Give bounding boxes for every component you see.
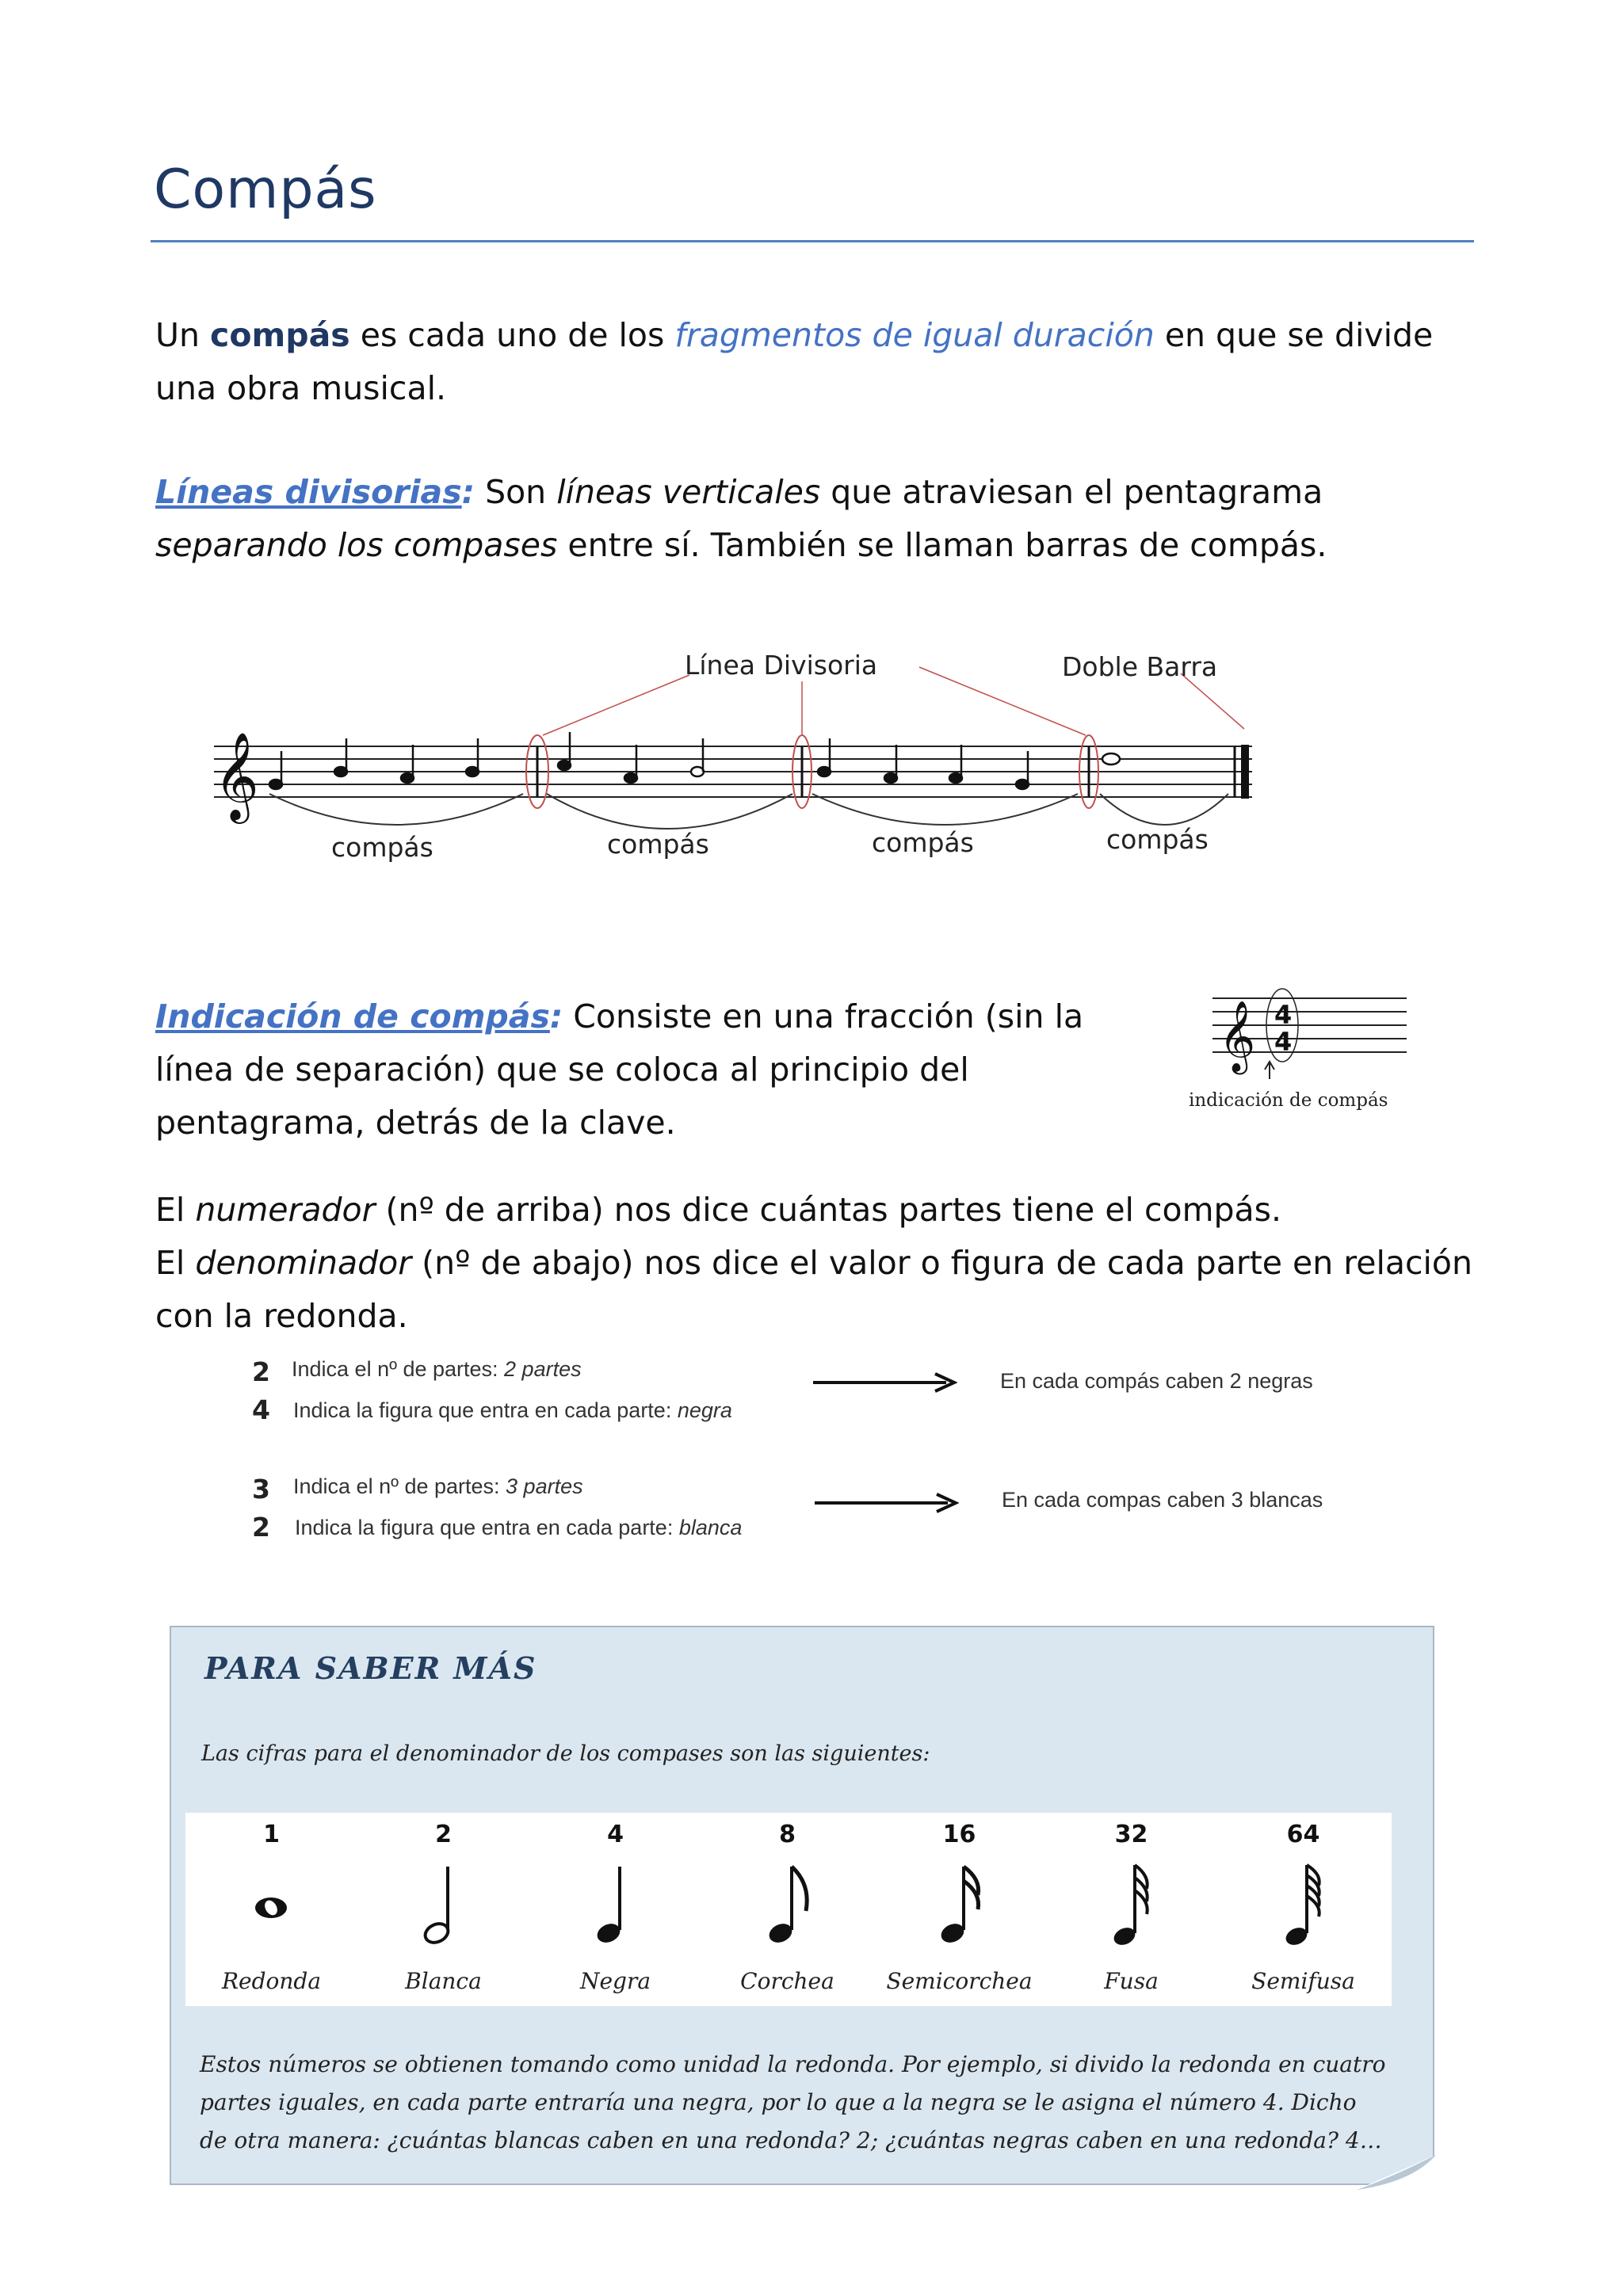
measure-label-2: compás <box>607 829 709 860</box>
info-box-subtitle: Las cifras para el denominador de los compases son las siguientes: <box>201 1741 930 1766</box>
note-number: 2 <box>435 1821 452 1848</box>
thirty-second-note-icon <box>1091 1860 1170 1955</box>
ts2-line-1-value: 3 partes <box>506 1474 583 1498</box>
numerador-term: numerador <box>195 1191 376 1229</box>
arrow-right-icon <box>812 1371 957 1394</box>
info-box-footer: Estos números se obtienen tomando como unidad la redonda. Por ejemplo, si divido la redonda en cuatro partes iguales, en cada parte entraría una negra, por lo que a la negra se le asigna el número 4. Dicho de otra manera: ¿cuántas blancas caben en una redonda? 2; ¿cuántas negras caben en una redonda? 4… <box>200 2051 1386 2153</box>
measure-brackets <box>269 794 1228 829</box>
measure-label-4: compás <box>1106 824 1209 855</box>
measure-label-1: compás <box>331 832 433 863</box>
note-column-fusa <box>1045 1813 1217 2006</box>
note-values-panel <box>185 1813 1392 2006</box>
whole-note-icon <box>231 1860 311 1955</box>
eighth-note-icon <box>747 1860 827 1955</box>
lineas-text-2: que atraviesan el pentagrama <box>820 473 1323 511</box>
denominador-term: denominador <box>195 1244 412 1282</box>
indicacion-text: Consiste en una fracción (sin la línea de separación) que se coloca al principio del pentagrama, detrás de la clave. <box>155 997 1084 1142</box>
ts1-line-1-value: 2 partes <box>504 1357 582 1381</box>
staff-notes <box>269 732 1120 789</box>
staff-lines <box>214 746 1252 797</box>
time-signature-caption: indicación de compás <box>1189 1090 1388 1111</box>
treble-clef-icon: 𝄞 <box>214 731 259 820</box>
note-column-blanca <box>357 1813 529 2006</box>
intro-text-2: es cada uno de los <box>349 316 675 354</box>
lineas-paragraph <box>155 466 1487 572</box>
label-doble-barra: Doble Barra <box>1062 651 1218 682</box>
ts1-line-2 <box>293 1398 732 1423</box>
note-name: Negra <box>579 1968 651 1994</box>
denominator-digit: 4 <box>1274 1027 1293 1057</box>
lineas-emphasis-1: líneas verticales <box>556 473 821 511</box>
ts1-line-1-text: Indica el nº de partes: <box>292 1357 505 1381</box>
note-number: 64 <box>1286 1821 1320 1848</box>
measure-label-3: compás <box>872 827 974 858</box>
ts2-top-digit: 3 <box>252 1474 270 1505</box>
numerador-text-2: (nº de arriba) nos dice cuántas partes tiene el compás. <box>375 1191 1282 1229</box>
note-column-semicorchea <box>873 1813 1045 2006</box>
intro-term: compás <box>210 316 350 354</box>
arrow-right-icon <box>813 1491 959 1515</box>
note-name: Semicorchea <box>886 1968 1033 1994</box>
note-column-semifusa <box>1217 1813 1389 2006</box>
ts2-line-2-value: blanca <box>678 1516 743 1539</box>
denominador-text-2: (nº de abajo) nos dice el valor o figura de cada parte en relación con la redonda. <box>155 1244 1472 1335</box>
lineas-colon: : <box>461 473 475 511</box>
indicacion-colon: : <box>549 997 563 1035</box>
note-column-corchea <box>701 1813 873 2006</box>
final-double-bar <box>1241 745 1249 799</box>
denominador-line <box>155 1237 1487 1343</box>
lineas-emphasis-2: separando los compases <box>155 526 558 564</box>
ts1-line-1 <box>292 1357 582 1382</box>
note-name: Semifusa <box>1251 1968 1355 1994</box>
pointer-arrow-icon <box>1265 1062 1274 1079</box>
ts2-line-1-text: Indica el nº de partes: <box>293 1474 506 1498</box>
page-title: Compás <box>154 158 377 221</box>
note-column-redonda <box>185 1813 357 2006</box>
intro-text-1: Un <box>155 316 211 354</box>
ts2-result: En cada compas caben 3 blancas <box>1002 1488 1323 1512</box>
ts2-line-1 <box>293 1474 583 1499</box>
indicacion-term: Indicación de compás <box>155 997 550 1035</box>
note-number: 8 <box>779 1821 796 1848</box>
ts2-line-2 <box>295 1516 742 1540</box>
sixty-fourth-note-icon <box>1263 1860 1342 1955</box>
note-name: Fusa <box>1104 1968 1159 1994</box>
numerador-text-1: El <box>155 1191 196 1229</box>
intro-paragraph <box>155 309 1487 415</box>
ts1-top-digit: 2 <box>252 1356 270 1387</box>
note-column-negra <box>529 1813 701 2006</box>
numerator-digit: 4 <box>1274 1000 1293 1030</box>
note-number: 16 <box>942 1821 976 1848</box>
quarter-note-icon <box>575 1860 655 1955</box>
label-linea-divisoria: Línea Divisoria <box>685 650 878 681</box>
ts1-line-2-value: negra <box>677 1398 732 1422</box>
time-signature-figure <box>1205 974 1442 1093</box>
title-divider <box>151 240 1474 242</box>
lineas-text-3: entre sí. También se llaman barras de compás. <box>557 526 1327 564</box>
ts1-result: En cada compás caben 2 negras <box>1000 1369 1313 1393</box>
ts2-bottom-digit: 2 <box>252 1512 270 1543</box>
note-number: 1 <box>263 1821 280 1848</box>
intro-emphasis: fragmentos de igual duración <box>674 316 1155 354</box>
half-note-icon <box>403 1860 483 1955</box>
info-box-title: PARA SABER MÁS <box>204 1650 537 1686</box>
note-number: 4 <box>607 1821 624 1848</box>
note-number: 32 <box>1114 1821 1148 1848</box>
intro-text-3: en que se divide una obra musical. <box>155 316 1434 407</box>
ts2-line-2-text: Indica la figura que entra en cada parte: <box>295 1516 679 1539</box>
note-name: Corchea <box>740 1968 834 1994</box>
sixteenth-note-icon <box>919 1860 999 1955</box>
indicacion-paragraph <box>155 990 1138 1150</box>
lineas-term: Líneas divisorias <box>155 473 462 511</box>
lineas-text-1: Son <box>475 473 557 511</box>
ts1-bottom-digit: 4 <box>252 1394 270 1425</box>
note-name: Blanca <box>405 1968 482 1994</box>
treble-clef-icon: 𝄞 <box>1219 1001 1256 1072</box>
note-name: Redonda <box>221 1968 322 1994</box>
denominador-text-1: El <box>155 1244 196 1282</box>
numerador-line <box>155 1184 1487 1237</box>
ts1-line-2-text: Indica la figura que entra en cada parte: <box>293 1398 678 1422</box>
page-curl-corner <box>1357 2155 1436 2190</box>
